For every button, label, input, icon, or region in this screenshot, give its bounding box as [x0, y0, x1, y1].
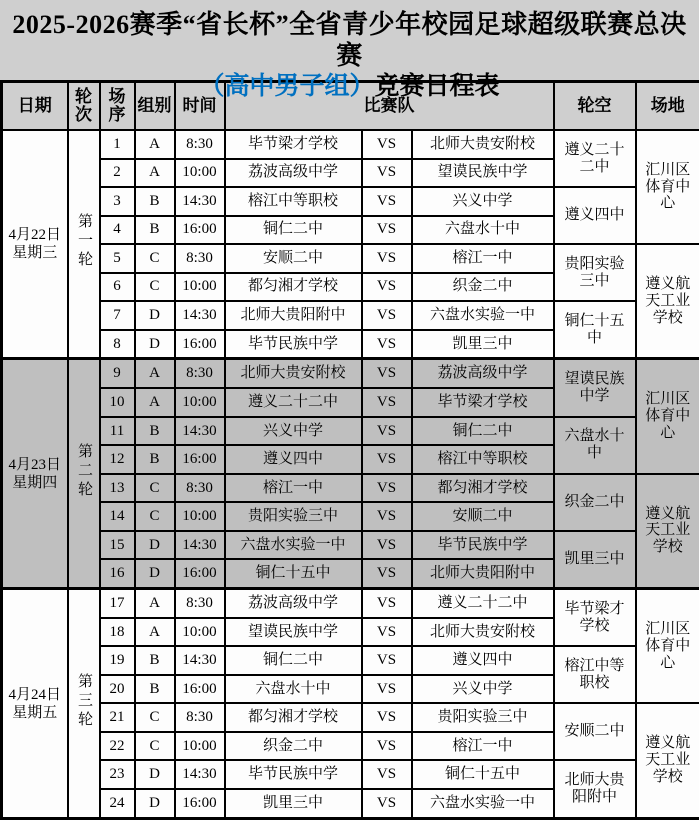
match-no-cell: 9 — [100, 359, 135, 388]
table-row — [2, 646, 699, 675]
match-no-cell: 6 — [100, 273, 135, 302]
header-venue: 场地 — [636, 82, 699, 131]
time-cell: 16:00 — [175, 789, 225, 819]
bye-cell: 毕节梁才学校 — [554, 589, 636, 647]
time-cell: 8:30 — [175, 130, 225, 159]
group-cell: B — [135, 445, 175, 474]
away-team-cell: 遵义二十二中 — [412, 589, 554, 618]
vs-label: VS — [362, 130, 412, 159]
match-no-cell: 4 — [100, 216, 135, 245]
match-no-cell: 18 — [100, 618, 135, 647]
date-cell: 4月24日 星期五 — [2, 589, 68, 819]
vs-label: VS — [362, 159, 412, 188]
header-bye: 轮空 — [554, 82, 636, 131]
match-no-cell: 12 — [100, 445, 135, 474]
vs-label: VS — [362, 559, 412, 588]
away-team-cell: 六盘水实验一中 — [412, 301, 554, 330]
bye-cell: 贵阳实验三中 — [554, 244, 636, 301]
away-team-cell: 都匀湘才学校 — [412, 474, 554, 503]
bye-cell: 榕江中等职校 — [554, 646, 636, 703]
home-team-cell: 都匀湘才学校 — [225, 273, 362, 302]
time-cell: 8:30 — [175, 474, 225, 503]
title-line2-rest: 竞赛日程表 — [374, 73, 500, 101]
group-cell: C — [135, 732, 175, 761]
vs-label: VS — [362, 618, 412, 647]
venue-cell: 汇川区体育中心 — [636, 359, 699, 474]
match-no-cell: 20 — [100, 675, 135, 704]
header-teams: 比赛队 — [225, 82, 554, 131]
home-team-cell: 北师大贵安附校 — [225, 359, 362, 388]
time-cell: 16:00 — [175, 330, 225, 359]
group-cell: A — [135, 388, 175, 417]
group-cell: D — [135, 301, 175, 330]
home-team-cell: 贵阳实验三中 — [225, 502, 362, 531]
away-team-cell: 毕节民族中学 — [412, 531, 554, 560]
time-cell: 10:00 — [175, 732, 225, 761]
table-row — [2, 417, 699, 446]
vs-label: VS — [362, 531, 412, 560]
home-team-cell: 六盘水实验一中 — [225, 531, 362, 560]
bye-cell: 凯里三中 — [554, 531, 636, 589]
bye-cell: 北师大贵阳附中 — [554, 760, 636, 818]
time-cell: 8:30 — [175, 703, 225, 732]
time-cell: 8:30 — [175, 359, 225, 388]
page-title-line1: 2025-2026赛季“省长杯”全省青少年校园足球超级联赛总决赛 — [12, 10, 687, 71]
away-team-cell: 遵义四中 — [412, 646, 554, 675]
group-cell: A — [135, 130, 175, 159]
match-no-cell: 15 — [100, 531, 135, 560]
group-cell: C — [135, 273, 175, 302]
away-team-cell: 北师大贵安附校 — [412, 618, 554, 647]
away-team-cell: 铜仁二中 — [412, 417, 554, 446]
table-row — [2, 589, 699, 618]
date-cell: 4月23日 星期四 — [2, 359, 68, 589]
vs-label: VS — [362, 244, 412, 273]
home-team-cell: 毕节民族中学 — [225, 330, 362, 359]
match-no-cell: 11 — [100, 417, 135, 446]
vs-label: VS — [362, 187, 412, 216]
home-team-cell: 铜仁十五中 — [225, 559, 362, 588]
bye-cell: 铜仁十五中 — [554, 301, 636, 359]
group-cell: B — [135, 675, 175, 704]
time-cell: 14:30 — [175, 531, 225, 560]
time-cell: 10:00 — [175, 388, 225, 417]
bye-cell: 六盘水十中 — [554, 417, 636, 474]
table-row — [2, 703, 699, 732]
group-cell: D — [135, 760, 175, 789]
group-cell: C — [135, 502, 175, 531]
vs-label: VS — [362, 589, 412, 618]
vs-label: VS — [362, 502, 412, 531]
venue-cell: 汇川区体育中心 — [636, 589, 699, 704]
time-cell: 16:00 — [175, 559, 225, 588]
away-team-cell: 兴义中学 — [412, 187, 554, 216]
away-team-cell: 望谟民族中学 — [412, 159, 554, 188]
home-team-cell: 毕节民族中学 — [225, 760, 362, 789]
vs-label: VS — [362, 646, 412, 675]
home-team-cell: 荔波高级中学 — [225, 589, 362, 618]
time-cell: 8:30 — [175, 589, 225, 618]
vs-label: VS — [362, 301, 412, 330]
home-team-cell: 遵义二十二中 — [225, 388, 362, 417]
title-group-highlight: （高中男子组） — [199, 73, 375, 101]
match-no-cell: 5 — [100, 244, 135, 273]
home-team-cell: 凯里三中 — [225, 789, 362, 819]
away-team-cell: 六盘水十中 — [412, 216, 554, 245]
away-team-cell: 贵阳实验三中 — [412, 703, 554, 732]
home-team-cell: 望谟民族中学 — [225, 618, 362, 647]
home-team-cell: 铜仁二中 — [225, 646, 362, 675]
table-row — [2, 474, 699, 503]
group-cell: D — [135, 789, 175, 819]
header-round: 轮次 — [68, 82, 100, 131]
time-cell: 14:30 — [175, 417, 225, 446]
vs-label: VS — [362, 474, 412, 503]
away-team-cell: 北师大贵阳附中 — [412, 559, 554, 588]
venue-cell: 遵义航天工业学校 — [636, 244, 699, 359]
match-no-cell: 10 — [100, 388, 135, 417]
vs-label: VS — [362, 703, 412, 732]
round-cell: 第三轮 — [68, 589, 100, 819]
home-team-cell: 毕节梁才学校 — [225, 130, 362, 159]
time-cell: 14:30 — [175, 760, 225, 789]
group-cell: C — [135, 703, 175, 732]
match-no-cell: 14 — [100, 502, 135, 531]
time-cell: 16:00 — [175, 445, 225, 474]
away-team-cell: 毕节梁才学校 — [412, 388, 554, 417]
page-title — [0, 0, 699, 101]
group-cell: D — [135, 559, 175, 588]
group-cell: C — [135, 474, 175, 503]
bye-cell: 望谟民族中学 — [554, 359, 636, 417]
group-cell: B — [135, 216, 175, 245]
vs-label: VS — [362, 760, 412, 789]
group-cell: A — [135, 589, 175, 618]
vs-label: VS — [362, 732, 412, 761]
away-team-cell: 安顺二中 — [412, 502, 554, 531]
bye-cell: 遵义四中 — [554, 187, 636, 244]
away-team-cell: 凯里三中 — [412, 330, 554, 359]
match-no-cell: 22 — [100, 732, 135, 761]
vs-label: VS — [362, 388, 412, 417]
vs-label: VS — [362, 675, 412, 704]
header-date: 日期 — [2, 82, 68, 131]
table-row — [2, 531, 699, 560]
match-no-cell: 16 — [100, 559, 135, 588]
vs-label: VS — [362, 445, 412, 474]
match-no-cell: 21 — [100, 703, 135, 732]
home-team-cell: 北师大贵阳附中 — [225, 301, 362, 330]
group-cell: A — [135, 359, 175, 388]
table-row — [2, 760, 699, 789]
round-cell: 第一轮 — [68, 130, 100, 359]
time-cell: 10:00 — [175, 159, 225, 188]
away-team-cell: 六盘水实验一中 — [412, 789, 554, 819]
header-order: 场序 — [100, 82, 135, 131]
away-team-cell: 榕江中等职校 — [412, 445, 554, 474]
time-cell: 8:30 — [175, 244, 225, 273]
home-team-cell: 荔波高级中学 — [225, 159, 362, 188]
away-team-cell: 北师大贵安附校 — [412, 130, 554, 159]
time-cell: 14:30 — [175, 301, 225, 330]
away-team-cell: 织金二中 — [412, 273, 554, 302]
vs-label: VS — [362, 330, 412, 359]
date-cell: 4月22日 星期三 — [2, 130, 68, 359]
home-team-cell: 安顺二中 — [225, 244, 362, 273]
table-row — [2, 359, 699, 388]
venue-cell: 遵义航天工业学校 — [636, 474, 699, 589]
vs-label: VS — [362, 359, 412, 388]
schedule-table — [0, 80, 699, 820]
round-cell: 第二轮 — [68, 359, 100, 589]
vs-label: VS — [362, 273, 412, 302]
vs-label: VS — [362, 417, 412, 446]
bye-cell: 遵义二十二中 — [554, 130, 636, 187]
group-cell: A — [135, 618, 175, 647]
match-no-cell: 24 — [100, 789, 135, 819]
group-cell: C — [135, 244, 175, 273]
table-row — [2, 130, 699, 159]
match-no-cell: 17 — [100, 589, 135, 618]
time-cell: 10:00 — [175, 502, 225, 531]
header-time: 时间 — [175, 82, 225, 131]
match-no-cell: 13 — [100, 474, 135, 503]
group-cell: B — [135, 187, 175, 216]
time-cell: 14:30 — [175, 187, 225, 216]
away-team-cell: 兴义中学 — [412, 675, 554, 704]
away-team-cell: 榕江一中 — [412, 244, 554, 273]
away-team-cell: 荔波高级中学 — [412, 359, 554, 388]
time-cell: 10:00 — [175, 273, 225, 302]
table-row — [2, 244, 699, 273]
group-cell: A — [135, 159, 175, 188]
home-team-cell: 遵义四中 — [225, 445, 362, 474]
match-no-cell: 19 — [100, 646, 135, 675]
vs-label: VS — [362, 789, 412, 819]
match-no-cell: 3 — [100, 187, 135, 216]
away-team-cell: 榕江一中 — [412, 732, 554, 761]
match-no-cell: 2 — [100, 159, 135, 188]
time-cell: 16:00 — [175, 216, 225, 245]
vs-label: VS — [362, 216, 412, 245]
home-team-cell: 榕江一中 — [225, 474, 362, 503]
bye-cell: 织金二中 — [554, 474, 636, 531]
home-team-cell: 榕江中等职校 — [225, 187, 362, 216]
bye-cell: 安顺二中 — [554, 703, 636, 760]
match-no-cell: 7 — [100, 301, 135, 330]
header-group: 组别 — [135, 82, 175, 131]
time-cell: 16:00 — [175, 675, 225, 704]
home-team-cell: 织金二中 — [225, 732, 362, 761]
time-cell: 14:30 — [175, 646, 225, 675]
home-team-cell: 铜仁二中 — [225, 216, 362, 245]
venue-cell: 遵义航天工业学校 — [636, 703, 699, 818]
away-team-cell: 铜仁十五中 — [412, 760, 554, 789]
match-no-cell: 1 — [100, 130, 135, 159]
group-cell: D — [135, 531, 175, 560]
venue-cell: 汇川区体育中心 — [636, 130, 699, 244]
time-cell: 10:00 — [175, 618, 225, 647]
home-team-cell: 都匀湘才学校 — [225, 703, 362, 732]
home-team-cell: 六盘水十中 — [225, 675, 362, 704]
match-no-cell: 8 — [100, 330, 135, 359]
group-cell: D — [135, 330, 175, 359]
group-cell: B — [135, 417, 175, 446]
table-row — [2, 301, 699, 330]
table-row — [2, 187, 699, 216]
match-no-cell: 23 — [100, 760, 135, 789]
group-cell: B — [135, 646, 175, 675]
home-team-cell: 兴义中学 — [225, 417, 362, 446]
